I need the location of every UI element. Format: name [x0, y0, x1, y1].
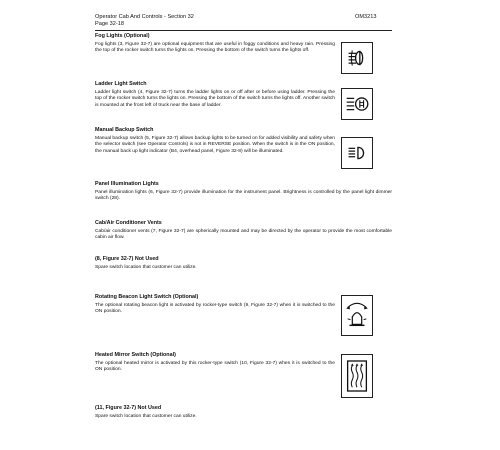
section-title: Panel Illumination Lights [95, 181, 159, 187]
section-body: Ladder light switch (4, Figure 32-7) turns the ladder lights on or off after or before using ladder. Pressing the top of the rocker switch turns the lights on. Pressing the bottom of the switch turns the lights off. Another switch is mounted at the front left of truck near the base of ladder. [95, 90, 335, 108]
section-not-used-8 [95, 256, 392, 271]
header-doc-code: OM3213 [355, 14, 377, 20]
section-title: Heated Mirror Switch (Optional) [95, 352, 176, 358]
section-ladder-light [95, 81, 335, 109]
section-title: Cab/Air Conditioner Vents [95, 220, 162, 226]
section-panel-illumination [95, 181, 392, 203]
section-heated-mirror [95, 352, 335, 374]
section-title: Fog Lights (Optional) [95, 33, 150, 39]
page-header-left [95, 14, 194, 28]
heated-mirror-icon [341, 354, 373, 398]
section-title: (8, Figure 32-7) Not Used [95, 256, 159, 262]
section-body: Panel illumination lights (6, Figure 32-7) provide illumination for the instrument panel. Brightness is controlled by the panel light dimmer switch (28). [95, 190, 392, 202]
section-title: (11, Figure 32-7) Not Used [95, 405, 162, 411]
section-body: Spare switch location that customer can utilize. [95, 414, 197, 419]
section-body: Spare switch location that customer can utilize. [95, 265, 197, 270]
section-body: The optional rotating beacon light is activated by rocker-type switch (9, Figure 32-7) when it is switched to the ON position. [95, 303, 335, 315]
header-rule [95, 30, 392, 31]
header-page-number: Page 32-18 [95, 21, 124, 27]
section-body: Manual backup switch (5, Figure 32-7) allows backup lights to be turned on for added visibility and safety when the selector switch (see Operator Controls) is not in REVERSE position. When the switch is in the ON position, the manual back up light indicator (B4, overhead panel, Figure 32-8) will be illuminated. [95, 136, 335, 154]
section-body: Fog lights (3, Figure 32-7) are optional equipment that are useful in foggy conditions and heavy rain. Pressing the top of the rocker switch turns the lights on. Pressing the bottom of the switch turns the lights off. [95, 42, 335, 54]
section-not-used-11 [95, 405, 392, 420]
section-body: Cab/air conditioner vents (7, Figure 32-7) are spherically mounted and may be directed by the operator to provide the most comfortable cabin air flow. [95, 229, 392, 241]
header-section-title: Operator Cab And Controls - Section 32 [95, 14, 194, 20]
section-manual-backup [95, 127, 335, 155]
section-body: The optional heated mirror is activated by this rocker-type switch (10, Figure 32-7) when it is switched to the ON position. [95, 361, 335, 373]
section-title: Rotating Beacon Light Switch (Optional) [95, 294, 199, 300]
section-title: Manual Backup Switch [95, 127, 154, 133]
backup-light-icon [341, 137, 373, 169]
rotating-beacon-icon [341, 295, 373, 336]
section-fog-lights [95, 33, 335, 55]
ladder-light-icon [341, 88, 373, 120]
section-rotating-beacon [95, 294, 335, 316]
fog-light-icon [341, 42, 373, 74]
section-title: Ladder Light Switch [95, 81, 147, 87]
section-cab-vents [95, 220, 392, 242]
